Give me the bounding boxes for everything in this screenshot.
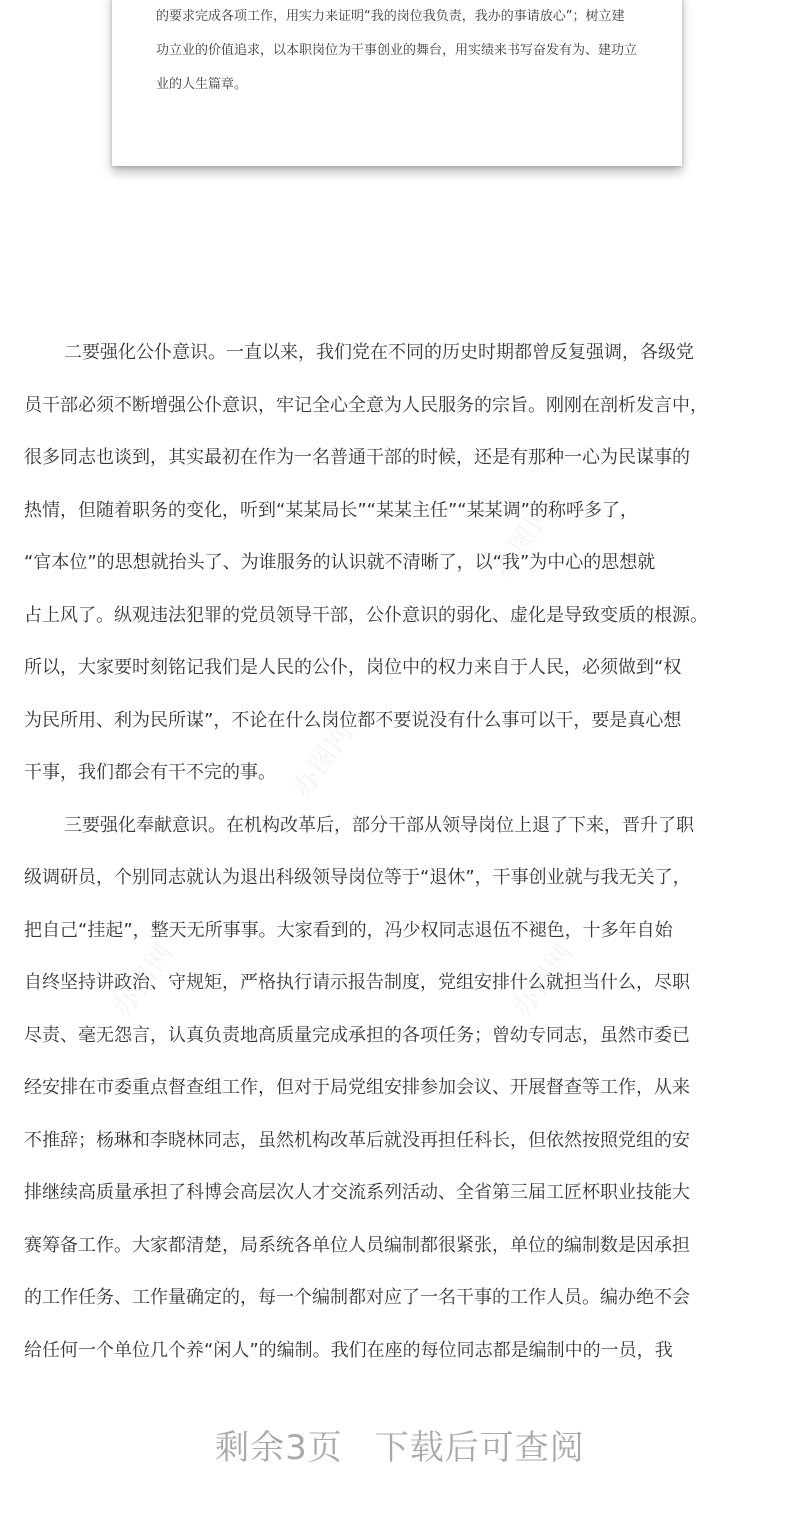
watermark: 办图网 [107, 936, 181, 1023]
paragraph-public-servant [24, 327, 776, 800]
text-line: 干事，我们都会有干不完的事。 [24, 762, 276, 783]
preview-line: 的要求完成各项工作，用实力来证明“我的岗位我负责，我办的事请放心”；树立建 [156, 9, 625, 24]
preview-line: 业的人生篇章。 [156, 77, 248, 92]
text-line: “官本位”的思想就抬头了、为谁服务的认识就不清晰了，以“我”为中心的思想就 [24, 552, 656, 573]
text-line: 三要强化奉献意识。在机构改革后，部分干部从领导岗位上退了下来，晋升了职 [64, 814, 694, 836]
text-line: 给任何一个单位几个养“闲人”的编制。我们在座的每位同志都是编制中的一员，我 [24, 1339, 673, 1361]
text-line: 把自己“挂起”，整天无所事事。大家看到的，冯少权同志退伍不褪色，十多年自始 [24, 919, 673, 941]
text-line: 员干部必须不断增强公仆意识，牢记全心全意为人民服务的宗旨。刚刚在剖析发言中， [24, 394, 708, 416]
text-line: 经安排在市委重点督查组工作，但对于局党组安排参加会议、开展督查等工作，从来 [24, 1077, 690, 1098]
remaining-pages-label: 剩余3页 [215, 1428, 343, 1468]
preview-line: 功立业的价值追求，以本职岗位为干事创业的舞台，用实绩来书写奋发有为、建功立 [156, 43, 638, 58]
remaining-pages-notice[interactable] [0, 1420, 800, 1469]
text-line: 赛筹备工作。大家都清楚，局系统各单位人员编制都很紧张，单位的编制数是因承担 [24, 1234, 690, 1256]
text-line: 尽责、毫无怨言，认真负责地高质量完成承担的各项任务；曾幼专同志，虽然市委已 [24, 1024, 690, 1046]
text-line: 为民所用、利为民所谋”，不论在什么岗位都不要说没有什么事可以干，要是真心想 [24, 709, 682, 731]
text-line: 级调研员，个别同志就认为退出科级领导岗位等于“退休”，干事创业就与我无关了， [24, 867, 691, 888]
preview-page-card [112, 0, 682, 166]
article-body [24, 327, 776, 1377]
text-line: 所以，大家要时刻铭记我们是人民的公仆，岗位中的权力来自于人民，必须做到“权 [24, 657, 682, 678]
download-hint-label: 下载后可查阅 [374, 1428, 585, 1468]
watermark: 办图网 [487, 496, 561, 583]
text-line: 的工作任务、工作量确定的，每一个编制都对应了一名干事的工作人员。编办绝不会 [24, 1287, 690, 1308]
text-line: 自终坚持讲政治、守规矩，严格执行请示报告制度，党组安排什么就担当什么，尽职 [24, 972, 690, 993]
preview-page-text [156, 0, 654, 102]
text-line: 不推辞；杨琳和李晓林同志，虽然机构改革后就没再担任科长，但依然按照党组的安 [24, 1129, 690, 1151]
watermark: 办图网 [507, 936, 581, 1023]
paragraph-dedication [24, 800, 776, 1378]
text-line: 很多同志也谈到，其实最初在作为一名普通干部的时候，还是有那种一心为民谋事的 [24, 447, 690, 468]
watermark: 办图网 [287, 716, 361, 803]
text-line: 占上风了。纵观违法犯罪的党员领导干部，公仆意识的弱化、虚化是导致变质的根源。 [24, 604, 708, 626]
text-line: 热情，但随着职务的变化，听到“某某局长”“某某主任”“某某调”的称呼多了， [24, 499, 638, 521]
text-line: 二要强化公仆意识。一直以来，我们党在不同的历史时期都曾反复强调，各级党 [64, 342, 694, 363]
text-line: 排继续高质量承担了科博会高层次人才交流系列活动、全省第三届工匠杯职业技能大 [24, 1182, 690, 1203]
